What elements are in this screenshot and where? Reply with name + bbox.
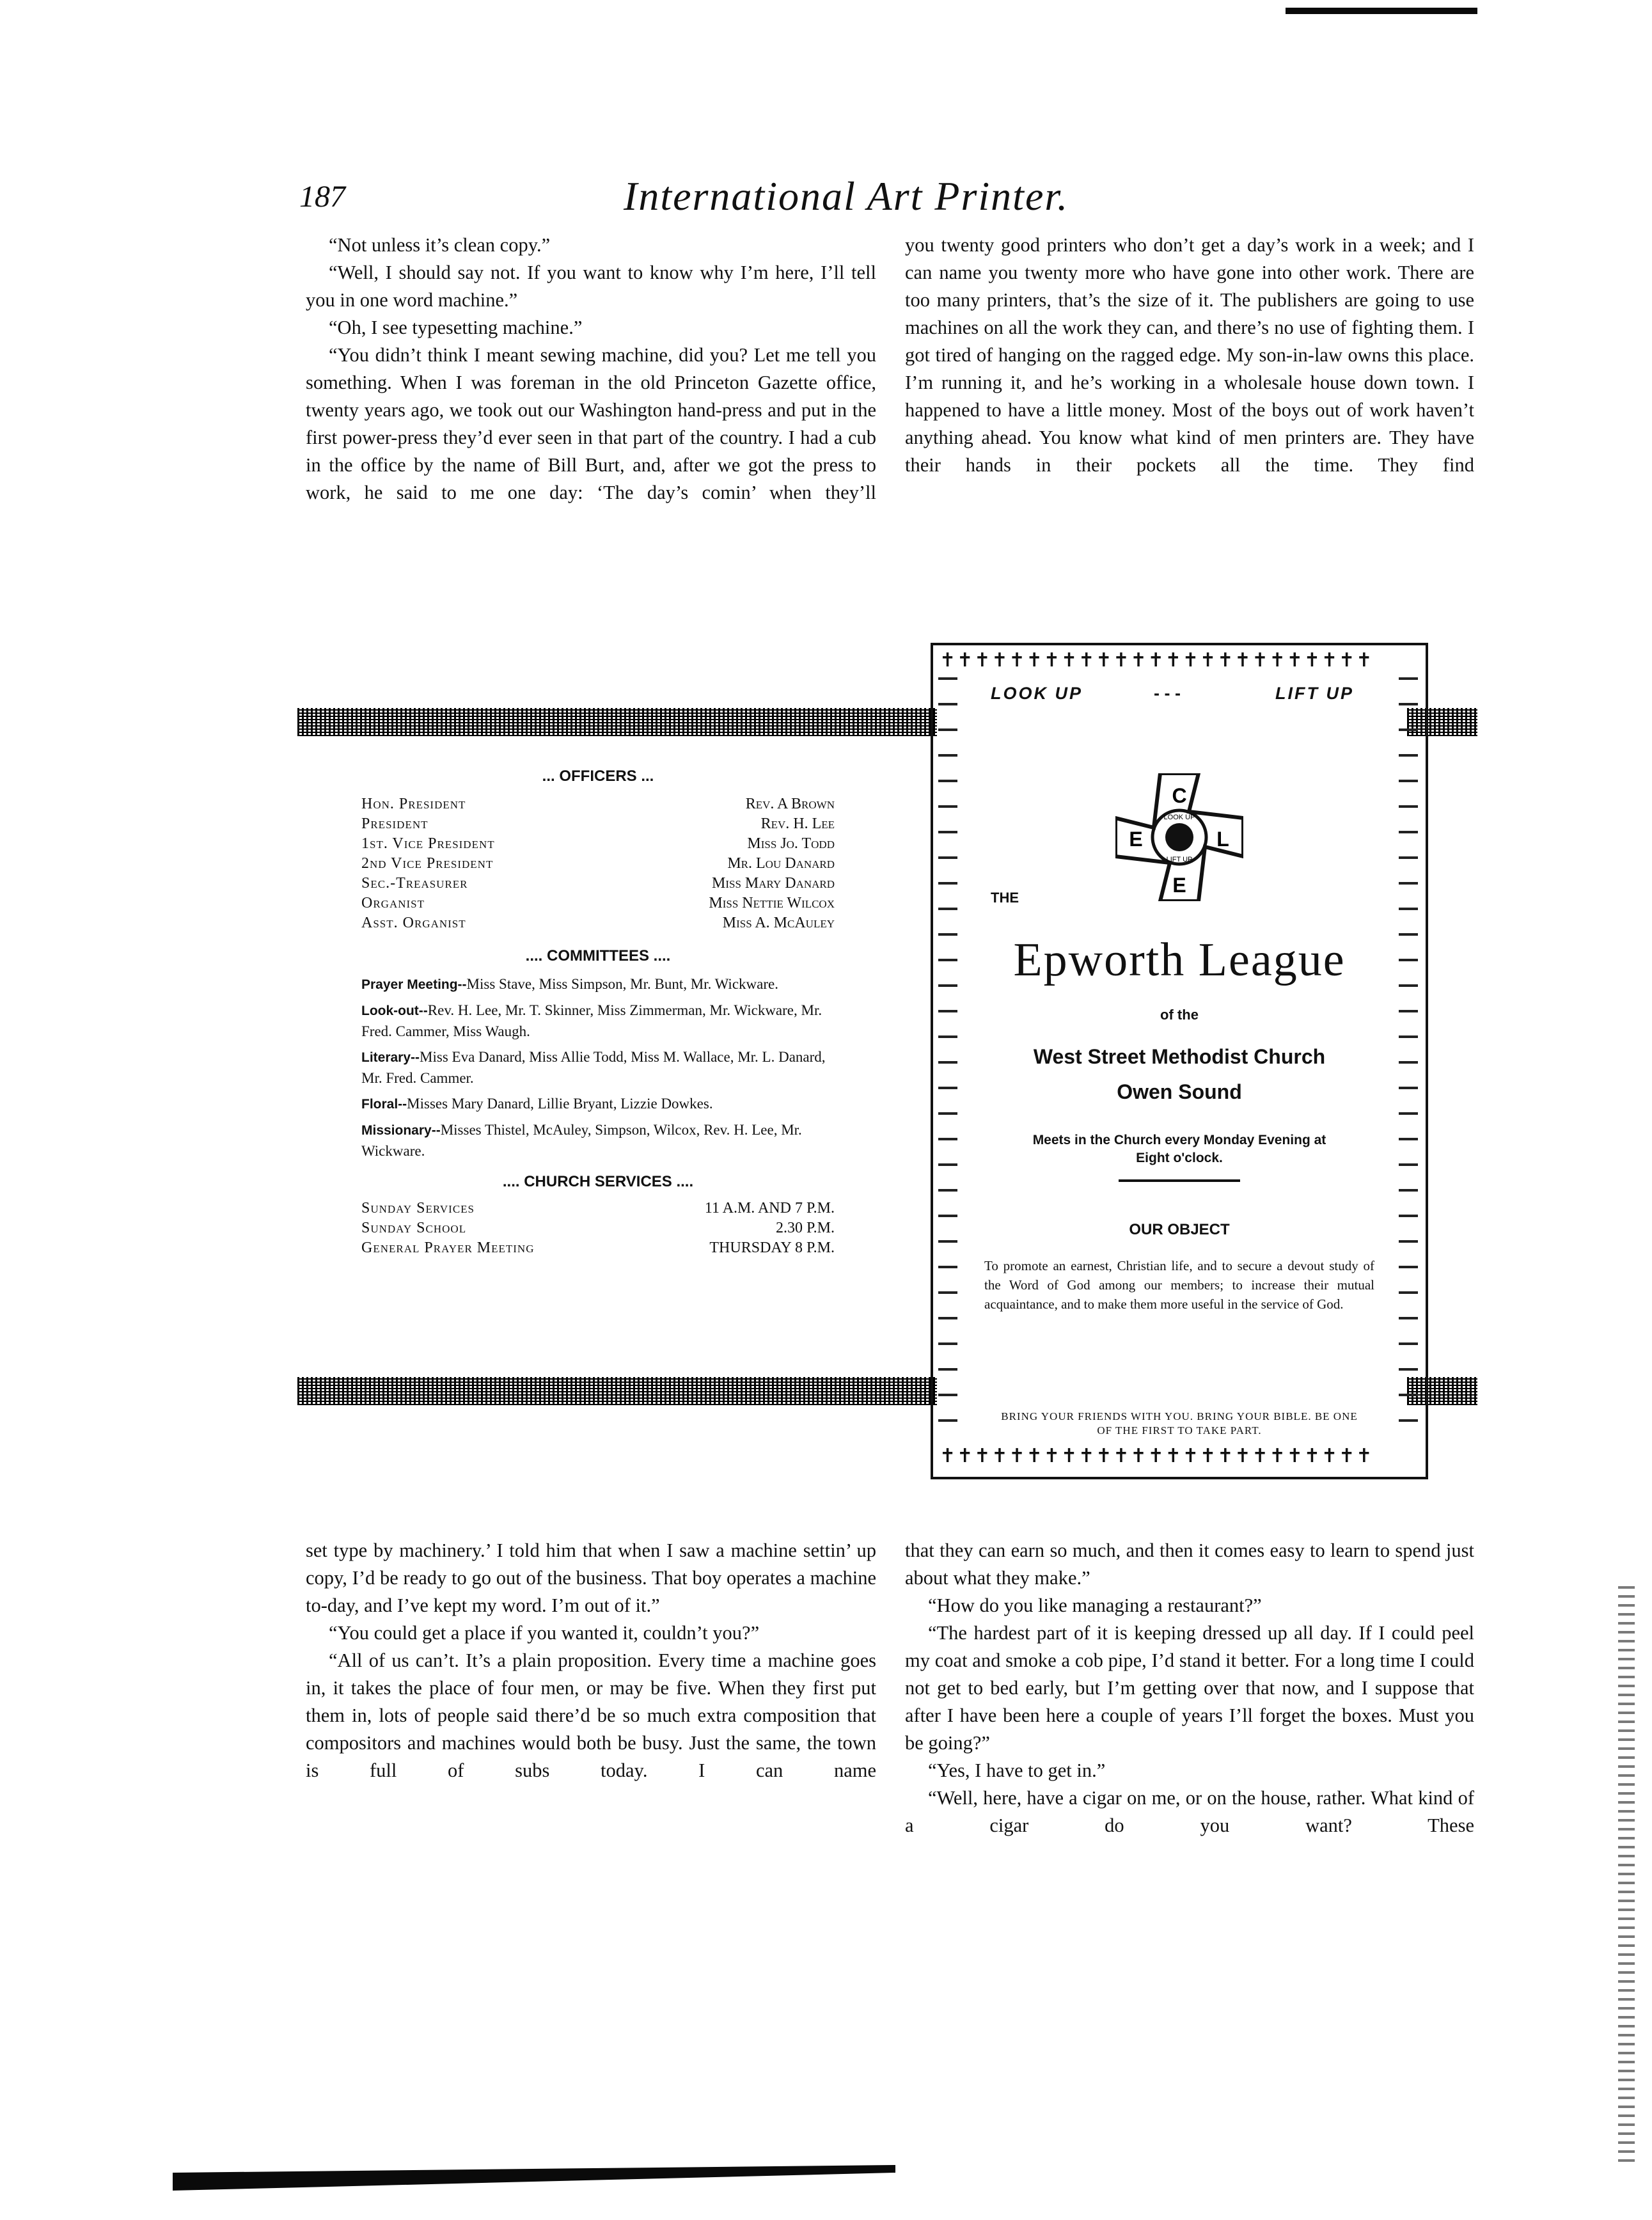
officer-row: Organist Miss Nettie Wilcox bbox=[361, 895, 835, 911]
card-rule bbox=[1119, 1179, 1240, 1182]
officer-row: Sec.-Treasurer Miss Mary Danard bbox=[361, 875, 835, 892]
top-right-column bbox=[905, 232, 1474, 479]
emblem-letter-right: L bbox=[1216, 828, 1229, 851]
officer-row: President Rev. H. Lee bbox=[361, 815, 835, 832]
meeting-notice: Meets in the Church every Monday Evening at Eight o'clock. bbox=[1032, 1133, 1326, 1165]
emblem-letter-bottom: E bbox=[1172, 874, 1186, 897]
banner-dashes: - - - bbox=[1154, 684, 1181, 703]
committee-entry: Prayer Meeting--Miss Stave, Miss Simpson, Mr. Bunt, Mr. Wickware. bbox=[361, 976, 778, 992]
officer-row: Hon. President Rev. A Brown bbox=[361, 796, 835, 812]
church-name: West Street Methodist Church bbox=[1033, 1045, 1326, 1068]
bottom-scan-bar bbox=[173, 2165, 895, 2191]
city-name: Owen Sound bbox=[1117, 1080, 1242, 1103]
league-title: Epworth League bbox=[1013, 934, 1346, 986]
the-label: THE bbox=[991, 890, 1019, 906]
top-ornament-band bbox=[297, 708, 937, 736]
paragraph: “Oh, I see typesetting machine.” bbox=[329, 317, 583, 338]
bottom-left-column bbox=[306, 1537, 876, 1784]
paragraph: you twenty good printers who don’t get a day’s work in a week; and I can name you twenty more who have gone into other work. There are too many printers, that’s the size of it. The publishers are going to use machines on all the work they can, and there’s no use of fighting them. I got tired of hanging on the ragged edge. My son-in-law owns this place. I’m running it, and he’s working in a wholesale house down town. I happened to have a little money. Most of the boys out of work haven’t anything ahead. You know what kind of men printers are. They have their hands in their pockets all the time. They find bbox=[905, 234, 1474, 476]
card-top-ornament: ✝✝✝✝✝✝✝✝✝✝✝✝✝✝✝✝✝✝✝✝✝✝✝✝✝ bbox=[940, 649, 1374, 672]
officer-row: 1st. Vice President Miss Jo. Todd bbox=[361, 835, 835, 852]
officer-row: Asst. Organist Miss A. McAuley bbox=[361, 915, 835, 931]
object-heading: OUR OBJECT bbox=[1129, 1221, 1230, 1238]
emblem-letter-top: C bbox=[1172, 784, 1187, 807]
paragraph: that they can earn so much, and then it comes easy to learn to spend just about what they make.” bbox=[905, 1539, 1474, 1589]
emblem-ring-bottom: LIFT UP bbox=[1166, 856, 1193, 863]
running-head: International Art Printer. bbox=[624, 173, 1069, 219]
paragraph: “You didn’t think I meant sewing machine, did you? Let me tell you something. When I was foreman in the old Princeton Gazette office, twenty years ago, we took out our Washington hand-press and put in the first power-press they’d ever seen in that part of the country. I had a cub in the office by the name of Bill Burt, and, after we got the press to work, he said to me one day: ‘The day’s comin’ when they’ll bbox=[306, 344, 876, 503]
banner-lift-up: LIFT UP bbox=[1275, 684, 1354, 703]
officers-heading: ... OFFICERS ... bbox=[542, 768, 654, 785]
emblem-ring-top: LOOK UP bbox=[1163, 814, 1195, 821]
bottom-banner: BRING YOUR FRIENDS WITH YOU. BRING YOUR BIBLE. BE ONE OF THE FIRST TO TAKE PART. bbox=[1001, 1410, 1358, 1437]
right-edge-artifact bbox=[1618, 1586, 1635, 2162]
bottom-ornament-band bbox=[297, 1377, 937, 1405]
officer-row: 2nd Vice President Mr. Lou Danard bbox=[361, 855, 835, 872]
of-the-label: of the bbox=[1160, 1007, 1199, 1023]
top-left-column bbox=[306, 232, 876, 507]
league-card bbox=[931, 643, 1428, 1479]
paragraph: “Well, here, have a cigar on me, or on the house, rather. What kind of a cigar do you want? These bbox=[905, 1787, 1474, 1836]
paragraph: “How do you like managing a restaurant?” bbox=[928, 1594, 1262, 1616]
committee-entry: Literary--Miss Eva Danard, Miss Allie Todd, Miss M. Wallace, Mr. L. Danard, Mr. Fred. Cammer. bbox=[361, 1049, 826, 1086]
top-scan-bar bbox=[1286, 8, 1477, 14]
paragraph: “All of us can’t. It’s a plain proposition. Every time a machine goes in, it takes the place of four men, or may be five. When they first put them in, lots of people said there’d be so much extra composition that compositors and machines would both be busy. Just the same, the town is full of subs today. I can name bbox=[306, 1649, 876, 1781]
object-text: To promote an earnest, Christian life, and to secure a devout study of the Word of God among our members; to increase their mutual acquaintance, and to make them more useful in the service of God. bbox=[984, 1258, 1374, 1312]
paragraph: set type by machinery.’ I told him that when I saw a machine settin’ up copy, I’d be ready to go out of the business. That boy operates a machine to-day, and I’ve kept my word. I’m out of it.” bbox=[306, 1539, 876, 1616]
paragraph: “Well, I should say not. If you want to know why I’m here, I’ll tell you in one word machine.” bbox=[306, 262, 876, 311]
service-row: Sunday Services 11 A.M. AND 7 P.M. bbox=[361, 1200, 835, 1216]
service-row: Sunday School 2.30 P.M. bbox=[361, 1220, 835, 1236]
officers-panel bbox=[361, 768, 835, 1258]
paragraph: “You could get a place if you wanted it, couldn’t you?” bbox=[329, 1622, 760, 1644]
committee-entry: Look-out--Rev. H. Lee, Mr. T. Skinner, Miss Zimmerman, Mr. Wickware, Mr. Fred. Cammer, Miss Waugh. bbox=[361, 1002, 822, 1039]
epworth-cross-emblem bbox=[1115, 773, 1243, 901]
paragraph: “Yes, I have to get in.” bbox=[928, 1759, 1106, 1781]
committee-entry: Missionary--Misses Thistel, McAuley, Simpson, Wilcox, Rev. H. Lee, Mr. Wickware. bbox=[361, 1122, 802, 1159]
services-heading: .... CHURCH SERVICES .... bbox=[502, 1173, 694, 1190]
paragraph: “Not unless it’s clean copy.” bbox=[329, 234, 551, 256]
page-number: 187 bbox=[299, 180, 345, 214]
committees-heading: .... COMMITTEES .... bbox=[525, 947, 671, 964]
card-bottom-ornament: ✝✝✝✝✝✝✝✝✝✝✝✝✝✝✝✝✝✝✝✝✝✝✝✝✝ bbox=[940, 1445, 1374, 1467]
committee-entry: Floral--Misses Mary Danard, Lillie Bryant, Lizzie Dowkes. bbox=[361, 1096, 713, 1112]
emblem-letter-left: E bbox=[1129, 828, 1143, 851]
paragraph: “The hardest part of it is keeping dressed up all day. If I could peel my coat and smoke a cob pipe, I’d stand it better. For a long time I could not get to bed early, but I’m getting over that now, and I suppose that after I have been here a couple of years I’ll forget the boxes. Must you be going?” bbox=[905, 1622, 1474, 1754]
service-row: General Prayer Meeting THURSDAY 8 P.M. bbox=[361, 1240, 835, 1256]
bottom-right-column bbox=[905, 1537, 1474, 1839]
banner-look-up: LOOK UP bbox=[991, 684, 1083, 703]
